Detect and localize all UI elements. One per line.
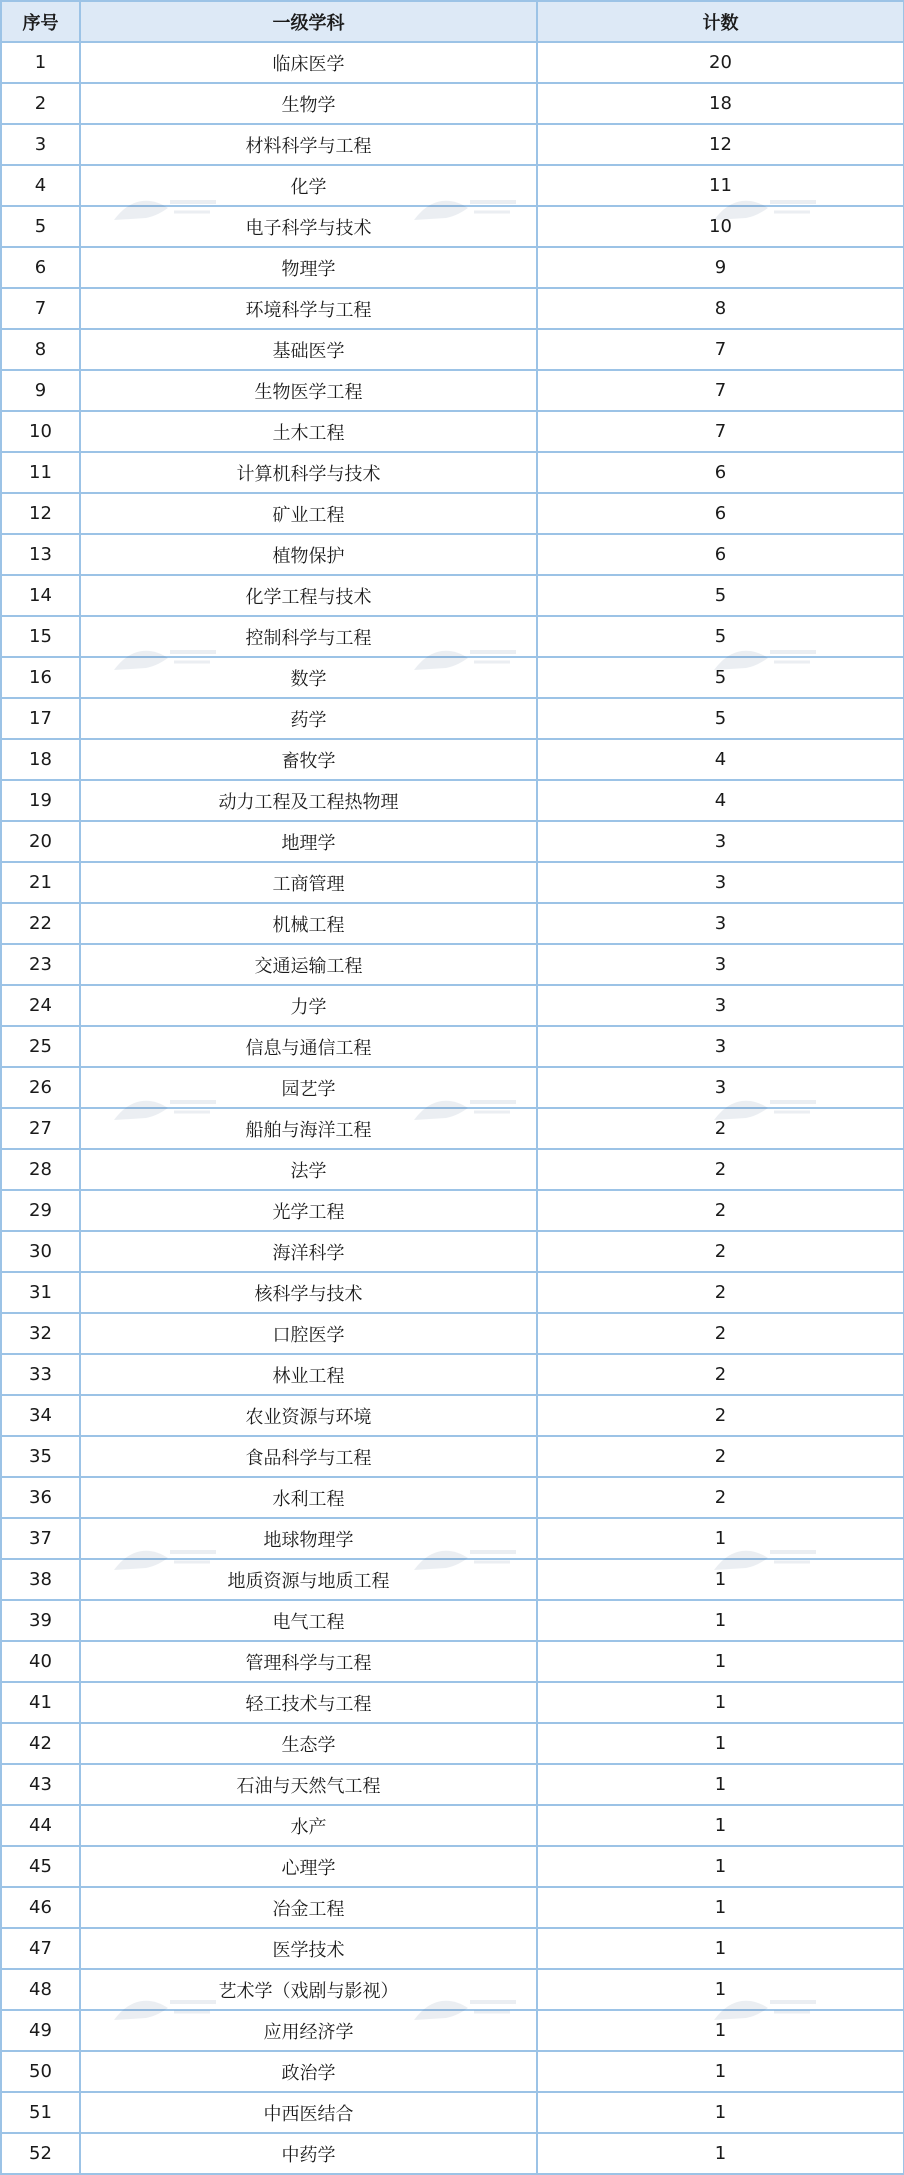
table-row: [1, 1231, 904, 1272]
row-count: 3: [537, 985, 904, 1026]
row-discipline: 矿业工程: [80, 493, 537, 534]
row-discipline: 物理学: [80, 247, 537, 288]
row-count: 1: [537, 1518, 904, 1559]
row-discipline: 化学工程与技术: [80, 575, 537, 616]
row-index: 52: [1, 2133, 80, 2174]
row-discipline: 控制科学与工程: [80, 616, 537, 657]
table-row: [1, 1928, 904, 1969]
row-index: 36: [1, 1477, 80, 1518]
table-row: [1, 862, 904, 903]
row-count: 12: [537, 124, 904, 165]
row-index: 46: [1, 1887, 80, 1928]
row-discipline: 畜牧学: [80, 739, 537, 780]
row-count: 11: [537, 165, 904, 206]
table-row: [1, 657, 904, 698]
row-discipline: 信息与通信工程: [80, 1026, 537, 1067]
row-index: 44: [1, 1805, 80, 1846]
row-count: 2: [537, 1477, 904, 1518]
row-discipline: 化学: [80, 165, 537, 206]
row-index: 6: [1, 247, 80, 288]
row-discipline: 基础医学: [80, 329, 537, 370]
row-count: 2: [537, 1149, 904, 1190]
row-index: 7: [1, 288, 80, 329]
row-count: 6: [537, 493, 904, 534]
row-count: 2: [537, 1436, 904, 1477]
table-row: [1, 780, 904, 821]
row-count: 3: [537, 944, 904, 985]
table-row: [1, 1518, 904, 1559]
table-row: [1, 452, 904, 493]
table-row: [1, 124, 904, 165]
row-count: 1: [537, 1805, 904, 1846]
table-row: [1, 1026, 904, 1067]
row-index: 25: [1, 1026, 80, 1067]
row-index: 42: [1, 1723, 80, 1764]
row-index: 48: [1, 1969, 80, 2010]
row-discipline: 中西医结合: [80, 2092, 537, 2133]
row-index: 22: [1, 903, 80, 944]
table-row: [1, 1600, 904, 1641]
row-index: 40: [1, 1641, 80, 1682]
table-header: [1, 1, 904, 42]
row-index: 32: [1, 1313, 80, 1354]
table-row: [1, 1723, 904, 1764]
row-count: 3: [537, 821, 904, 862]
table-row: [1, 534, 904, 575]
row-index: 34: [1, 1395, 80, 1436]
row-index: 17: [1, 698, 80, 739]
row-discipline: 生态学: [80, 1723, 537, 1764]
row-count: 5: [537, 575, 904, 616]
row-discipline: 地质资源与地质工程: [80, 1559, 537, 1600]
row-count: 1: [537, 1928, 904, 1969]
row-index: 9: [1, 370, 80, 411]
row-discipline: 法学: [80, 1149, 537, 1190]
table-row: [1, 1354, 904, 1395]
row-index: 50: [1, 2051, 80, 2092]
row-index: 11: [1, 452, 80, 493]
row-discipline: 临床医学: [80, 42, 537, 83]
row-count: 2: [537, 1190, 904, 1231]
row-index: 37: [1, 1518, 80, 1559]
table-row: [1, 1108, 904, 1149]
table-row: [1, 1805, 904, 1846]
row-discipline: 力学: [80, 985, 537, 1026]
row-count: 3: [537, 1067, 904, 1108]
row-count: 10: [537, 206, 904, 247]
row-count: 2: [537, 1108, 904, 1149]
row-index: 47: [1, 1928, 80, 1969]
row-index: 33: [1, 1354, 80, 1395]
row-count: 1: [537, 1600, 904, 1641]
row-count: 1: [537, 1887, 904, 1928]
table-row: [1, 616, 904, 657]
header-discipline: 一级学科: [80, 1, 537, 42]
table-row: [1, 1395, 904, 1436]
row-discipline: 水利工程: [80, 1477, 537, 1518]
row-index: 29: [1, 1190, 80, 1231]
row-index: 15: [1, 616, 80, 657]
table-row: [1, 165, 904, 206]
row-index: 38: [1, 1559, 80, 1600]
row-count: 2: [537, 1395, 904, 1436]
row-count: 7: [537, 370, 904, 411]
header-index: 序号: [1, 1, 80, 42]
table-row: [1, 821, 904, 862]
row-discipline: 医学技术: [80, 1928, 537, 1969]
row-discipline: 水产: [80, 1805, 537, 1846]
row-count: 1: [537, 1723, 904, 1764]
row-discipline: 口腔医学: [80, 1313, 537, 1354]
table-row: [1, 1641, 904, 1682]
table-row: [1, 2051, 904, 2092]
table-row: [1, 2133, 904, 2174]
table-row: [1, 42, 904, 83]
row-index: 18: [1, 739, 80, 780]
row-discipline: 食品科学与工程: [80, 1436, 537, 1477]
table-row: [1, 944, 904, 985]
row-count: 1: [537, 1559, 904, 1600]
table-body: [1, 42, 904, 2174]
row-count: 1: [537, 2092, 904, 2133]
row-discipline: 农业资源与环境: [80, 1395, 537, 1436]
row-index: 23: [1, 944, 80, 985]
row-discipline: 交通运输工程: [80, 944, 537, 985]
row-count: 2: [537, 1231, 904, 1272]
row-count: 1: [537, 2010, 904, 2051]
row-index: 24: [1, 985, 80, 1026]
row-discipline: 生物学: [80, 83, 537, 124]
table-row: [1, 1313, 904, 1354]
table-row: [1, 985, 904, 1026]
table-row: [1, 739, 904, 780]
row-discipline: 冶金工程: [80, 1887, 537, 1928]
row-count: 2: [537, 1313, 904, 1354]
row-count: 5: [537, 657, 904, 698]
row-index: 16: [1, 657, 80, 698]
row-discipline: 动力工程及工程热物理: [80, 780, 537, 821]
row-count: 1: [537, 1641, 904, 1682]
row-discipline: 海洋科学: [80, 1231, 537, 1272]
row-index: 19: [1, 780, 80, 821]
table-row: [1, 903, 904, 944]
row-discipline: 中药学: [80, 2133, 537, 2174]
row-count: 1: [537, 2051, 904, 2092]
row-discipline: 计算机科学与技术: [80, 452, 537, 493]
row-discipline: 土木工程: [80, 411, 537, 452]
row-discipline: 药学: [80, 698, 537, 739]
row-discipline: 政治学: [80, 2051, 537, 2092]
row-index: 5: [1, 206, 80, 247]
row-index: 49: [1, 2010, 80, 2051]
table-row: [1, 206, 904, 247]
row-count: 7: [537, 329, 904, 370]
table-row: [1, 329, 904, 370]
table-row: [1, 1477, 904, 1518]
table-row: [1, 247, 904, 288]
table-row: [1, 1887, 904, 1928]
row-index: 20: [1, 821, 80, 862]
table-row: [1, 1272, 904, 1313]
table-row: [1, 575, 904, 616]
row-count: 1: [537, 2133, 904, 2174]
row-count: 1: [537, 1969, 904, 2010]
row-discipline: 数学: [80, 657, 537, 698]
row-count: 2: [537, 1354, 904, 1395]
row-discipline: 船舶与海洋工程: [80, 1108, 537, 1149]
row-index: 31: [1, 1272, 80, 1313]
row-discipline: 工商管理: [80, 862, 537, 903]
table-row: [1, 493, 904, 534]
table-row: [1, 1559, 904, 1600]
table-row: [1, 1846, 904, 1887]
row-index: 12: [1, 493, 80, 534]
row-discipline: 电气工程: [80, 1600, 537, 1641]
row-discipline: 核科学与技术: [80, 1272, 537, 1313]
row-count: 3: [537, 903, 904, 944]
row-count: 6: [537, 534, 904, 575]
header-row: [1, 1, 904, 42]
row-index: 3: [1, 124, 80, 165]
table-row: [1, 1190, 904, 1231]
row-index: 51: [1, 2092, 80, 2133]
row-count: 3: [537, 862, 904, 903]
table-row: [1, 1067, 904, 1108]
table-row: [1, 1436, 904, 1477]
table-row: [1, 1764, 904, 1805]
row-count: 6: [537, 452, 904, 493]
table-row: [1, 2010, 904, 2051]
row-index: 28: [1, 1149, 80, 1190]
row-discipline: 电子科学与技术: [80, 206, 537, 247]
row-index: 41: [1, 1682, 80, 1723]
table-row: [1, 370, 904, 411]
table-row: [1, 83, 904, 124]
row-discipline: 光学工程: [80, 1190, 537, 1231]
row-discipline: 材料科学与工程: [80, 124, 537, 165]
table-row: [1, 411, 904, 452]
row-count: 3: [537, 1026, 904, 1067]
row-count: 2: [537, 1272, 904, 1313]
table-row: [1, 1149, 904, 1190]
row-index: 4: [1, 165, 80, 206]
row-count: 8: [537, 288, 904, 329]
row-discipline: 地球物理学: [80, 1518, 537, 1559]
header-count: 计数: [537, 1, 904, 42]
row-count: 5: [537, 698, 904, 739]
row-index: 39: [1, 1600, 80, 1641]
row-count: 4: [537, 739, 904, 780]
row-index: 2: [1, 83, 80, 124]
row-index: 43: [1, 1764, 80, 1805]
row-discipline: 心理学: [80, 1846, 537, 1887]
table-row: [1, 1682, 904, 1723]
row-index: 1: [1, 42, 80, 83]
row-count: 18: [537, 83, 904, 124]
row-discipline: 机械工程: [80, 903, 537, 944]
table-row: [1, 288, 904, 329]
row-index: 26: [1, 1067, 80, 1108]
row-discipline: 管理科学与工程: [80, 1641, 537, 1682]
row-index: 27: [1, 1108, 80, 1149]
row-count: 1: [537, 1682, 904, 1723]
row-count: 1: [537, 1764, 904, 1805]
row-index: 10: [1, 411, 80, 452]
table-row: [1, 2092, 904, 2133]
row-index: 13: [1, 534, 80, 575]
row-index: 14: [1, 575, 80, 616]
row-index: 45: [1, 1846, 80, 1887]
row-discipline: 生物医学工程: [80, 370, 537, 411]
row-discipline: 轻工技术与工程: [80, 1682, 537, 1723]
table-row: [1, 698, 904, 739]
row-index: 35: [1, 1436, 80, 1477]
row-index: 30: [1, 1231, 80, 1272]
row-count: 1: [537, 1846, 904, 1887]
row-count: 20: [537, 42, 904, 83]
row-discipline: 林业工程: [80, 1354, 537, 1395]
row-count: 4: [537, 780, 904, 821]
row-discipline: 环境科学与工程: [80, 288, 537, 329]
row-count: 9: [537, 247, 904, 288]
row-discipline: 应用经济学: [80, 2010, 537, 2051]
row-discipline: 艺术学（戏剧与影视）: [80, 1969, 537, 2010]
row-index: 21: [1, 862, 80, 903]
row-discipline: 石油与天然气工程: [80, 1764, 537, 1805]
row-index: 8: [1, 329, 80, 370]
row-count: 7: [537, 411, 904, 452]
row-count: 5: [537, 616, 904, 657]
row-discipline: 植物保护: [80, 534, 537, 575]
row-discipline: 地理学: [80, 821, 537, 862]
row-discipline: 园艺学: [80, 1067, 537, 1108]
table-row: [1, 1969, 904, 2010]
